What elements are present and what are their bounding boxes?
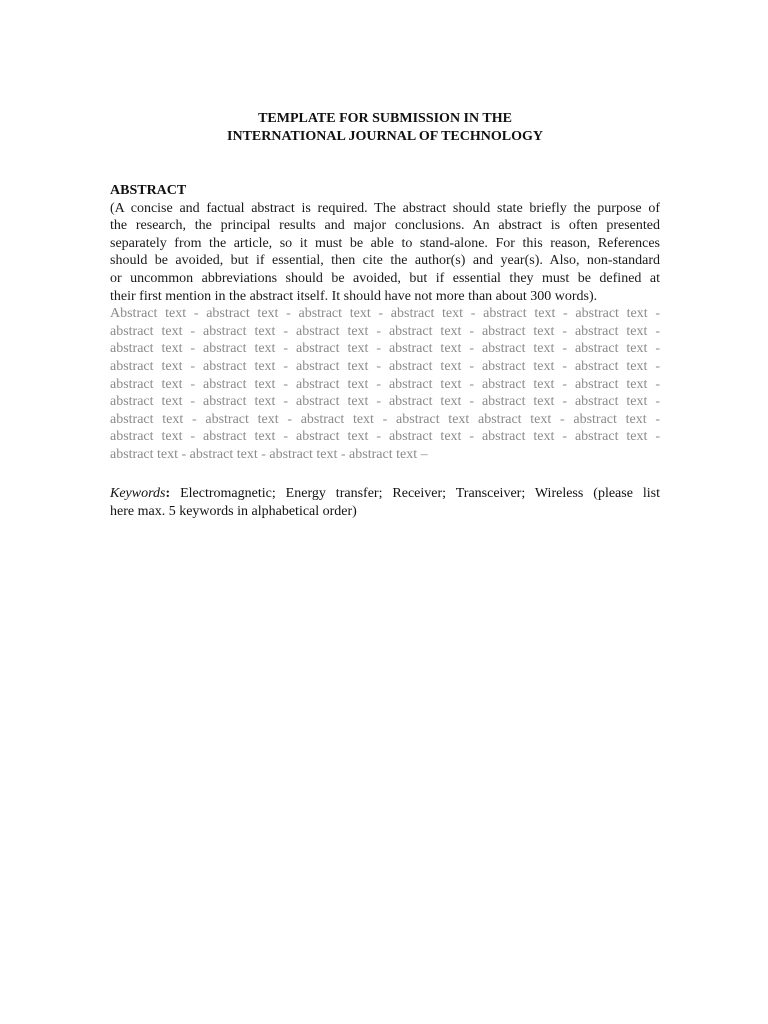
placeholder-line: abstract text - abstract text - abstract text - abstract text - abstract text - abstract text - <box>110 323 660 339</box>
keywords-label: Keywords <box>110 486 166 501</box>
keywords-text: Electromagnetic; Energy transfer; Receiver; Transceiver; Wireless (please list <box>180 486 660 501</box>
placeholder-line: Abstract text - abstract text - abstract text - abstract text - abstract text - abstract text - <box>110 306 660 322</box>
abstract-placeholder-text <box>110 305 660 463</box>
document-title <box>110 110 660 146</box>
instruction-line: separately from the article, so it must be able to stand-alone. For this reason, References <box>110 235 660 251</box>
placeholder-line: abstract text - abstract text - abstract text - abstract text abstract text - abstract text - <box>110 411 660 427</box>
placeholder-line: abstract text - abstract text - abstract text - abstract text - abstract text - abstract text - <box>110 376 660 392</box>
abstract-section <box>110 182 660 464</box>
instruction-line: the research, the principal results and major conclusions. An abstract is often presented <box>110 218 660 234</box>
abstract-instructions <box>110 200 660 306</box>
keywords-line <box>110 485 660 503</box>
placeholder-line: abstract text - abstract text - abstract text - abstract text - abstract text - abstract text - <box>110 429 660 445</box>
placeholder-line: abstract text - abstract text - abstract text - abstract text - abstract text - abstract text - <box>110 341 660 357</box>
placeholder-line: abstract text - abstract text - abstract text - abstract text - abstract text - abstract text - <box>110 394 660 410</box>
instruction-line: should be avoided, but if essential, then cite the author(s) and year(s). Also, non-standard <box>110 253 660 269</box>
instruction-line: their first mention in the abstract itself. It should have not more than about 300 words). <box>110 288 598 304</box>
keywords-line: here max. 5 keywords in alphabetical order) <box>110 503 357 519</box>
instruction-line: (A concise and factual abstract is required. The abstract should state briefly the purpose of <box>110 200 660 216</box>
placeholder-line: abstract text - abstract text - abstract text - abstract text – <box>110 446 428 462</box>
title-line-1: TEMPLATE FOR SUBMISSION IN THE <box>258 111 512 126</box>
keywords-colon: : <box>165 486 171 501</box>
placeholder-line: abstract text - abstract text - abstract text - abstract text - abstract text - abstract text - <box>110 358 660 374</box>
keywords-section <box>110 485 660 520</box>
abstract-heading: ABSTRACT <box>110 183 187 198</box>
title-line-2: INTERNATIONAL JOURNAL OF TECHNOLOGY <box>227 129 543 144</box>
instruction-line: or uncommon abbreviations should be avoided, but if essential they must be defined at <box>110 270 660 286</box>
